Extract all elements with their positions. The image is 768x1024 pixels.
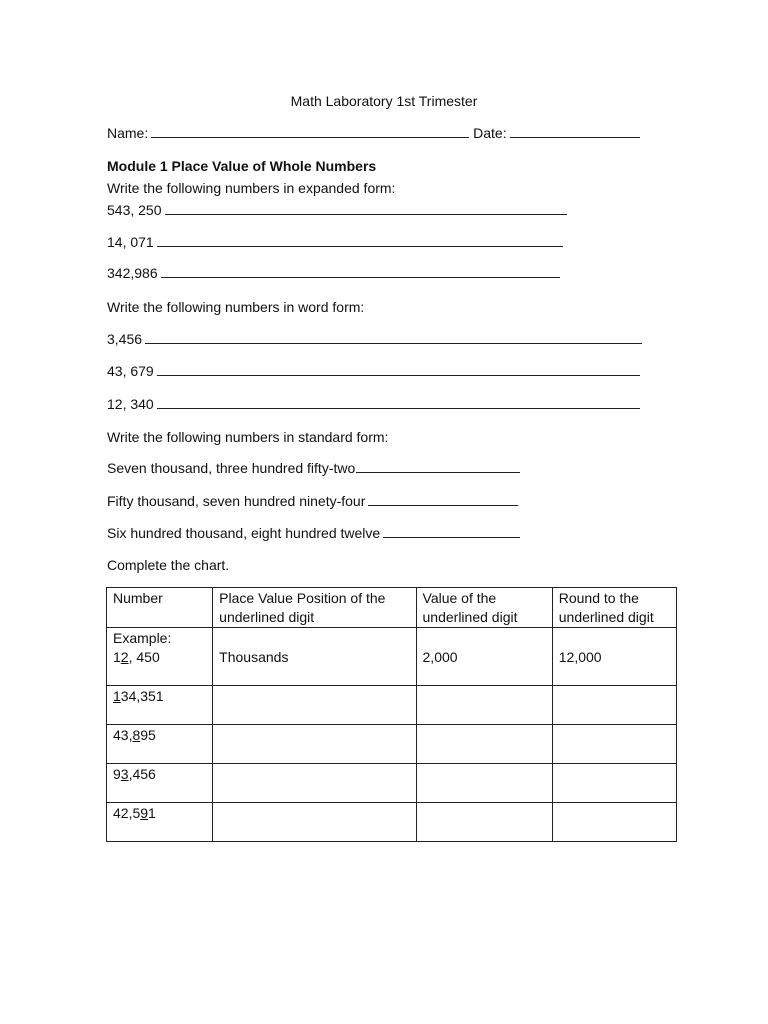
value-answer-cell[interactable]	[416, 803, 552, 842]
word-item	[107, 330, 642, 348]
header-place-value-line1: Place Value Position of the	[219, 590, 386, 606]
example-place-cell	[213, 628, 416, 686]
expanded-number: 14, 071	[107, 234, 154, 250]
word-answer-field[interactable]	[157, 396, 640, 409]
standard-answer-field[interactable]	[368, 493, 518, 506]
round-answer-cell[interactable]	[552, 803, 676, 842]
value-answer-cell[interactable]	[416, 686, 552, 725]
header-number	[107, 588, 213, 628]
standard-item	[107, 492, 518, 510]
example-number-prefix: 1	[113, 649, 121, 665]
place-answer-cell[interactable]	[213, 764, 416, 803]
standard-item	[107, 524, 520, 542]
number-cell	[107, 725, 213, 764]
round-answer-cell[interactable]	[552, 764, 676, 803]
expanded-number: 543, 250	[107, 202, 162, 218]
value-answer-cell[interactable]	[416, 764, 552, 803]
example-value-cell	[416, 628, 552, 686]
header-round-line2: underlined digit	[558, 609, 654, 625]
expanded-instruction: Write the following numbers in expanded form:	[107, 180, 396, 196]
example-label: Example:	[113, 630, 172, 646]
word-number: 12, 340	[107, 396, 154, 412]
table-row	[107, 725, 677, 764]
expanded-item	[107, 233, 563, 251]
standard-instruction: Write the following numbers in standard form:	[107, 429, 389, 445]
expanded-answer-field[interactable]	[161, 265, 560, 278]
table-row	[107, 803, 677, 842]
underlined-digit: 3	[120, 766, 129, 782]
header-value	[416, 588, 552, 628]
expanded-answer-field[interactable]	[157, 234, 563, 247]
standard-answer-field[interactable]	[383, 525, 520, 538]
header-place-value	[213, 588, 416, 628]
number-cell	[107, 764, 213, 803]
word-item	[107, 362, 640, 380]
expanded-item	[107, 201, 567, 219]
table-row	[107, 686, 677, 725]
chart-example-row	[107, 628, 677, 686]
example-place: Thousands	[219, 648, 289, 665]
word-item	[107, 395, 640, 413]
example-underlined-digit: 2	[120, 649, 129, 665]
header-number-text: Number	[113, 590, 163, 606]
example-value: 2,000	[422, 648, 458, 665]
word-answer-field[interactable]	[157, 363, 640, 376]
standard-answer-field[interactable]	[356, 460, 520, 473]
underlined-digit: 8	[132, 727, 141, 743]
number-cell	[107, 686, 213, 725]
header-place-value-line2: underlined digit	[219, 609, 315, 625]
expanded-number: 342,986	[107, 265, 158, 281]
value-answer-cell[interactable]	[416, 725, 552, 764]
word-number: 43, 679	[107, 363, 154, 379]
chart-instruction: Complete the chart.	[107, 557, 230, 573]
standard-phrase: Six hundred thousand, eight hundred twelve	[107, 525, 381, 541]
underlined-digit: 9	[140, 805, 149, 821]
example-number-suffix: , 450	[128, 649, 160, 665]
place-answer-cell[interactable]	[213, 725, 416, 764]
name-date-line	[107, 124, 640, 142]
number-suffix: 1	[148, 805, 156, 821]
number-prefix: 42,5	[113, 805, 141, 821]
module-title: Module 1 Place Value of Whole Numbers	[107, 158, 377, 174]
expanded-item	[107, 264, 560, 282]
place-answer-cell[interactable]	[213, 686, 416, 725]
example-round: 12,000	[558, 648, 602, 665]
date-field[interactable]	[510, 125, 640, 138]
name-field[interactable]	[151, 125, 469, 138]
example-number-cell	[107, 628, 213, 686]
word-number: 3,456	[107, 331, 143, 347]
place-value-chart	[106, 587, 677, 842]
name-label: Name:	[107, 125, 149, 141]
document-title: Math Laboratory 1st Trimester	[290, 93, 478, 109]
chart-header-row	[107, 588, 677, 628]
number-prefix: 9	[113, 766, 121, 782]
standard-phrase: Seven thousand, three hundred fifty-two	[107, 460, 356, 476]
example-round-cell	[552, 628, 676, 686]
standard-item	[107, 459, 520, 477]
number-suffix: 34,351	[120, 688, 164, 704]
header-value-line1: Value of the	[422, 590, 497, 606]
standard-phrase: Fifty thousand, seven hundred ninety-four	[107, 493, 366, 509]
header-round	[552, 588, 676, 628]
expanded-answer-field[interactable]	[165, 202, 567, 215]
number-cell	[107, 803, 213, 842]
header-value-line2: underlined digit	[422, 609, 518, 625]
number-prefix: 43,	[113, 727, 133, 743]
number-suffix: ,456	[128, 766, 156, 782]
date-label: Date:	[473, 125, 507, 141]
table-row	[107, 764, 677, 803]
header-round-line1: Round to the	[558, 590, 639, 606]
word-instruction: Write the following numbers in word form:	[107, 299, 365, 315]
round-answer-cell[interactable]	[552, 686, 676, 725]
place-answer-cell[interactable]	[213, 803, 416, 842]
round-answer-cell[interactable]	[552, 725, 676, 764]
word-answer-field[interactable]	[145, 331, 642, 344]
number-suffix: 95	[140, 727, 156, 743]
underlined-digit: 1	[113, 688, 121, 704]
